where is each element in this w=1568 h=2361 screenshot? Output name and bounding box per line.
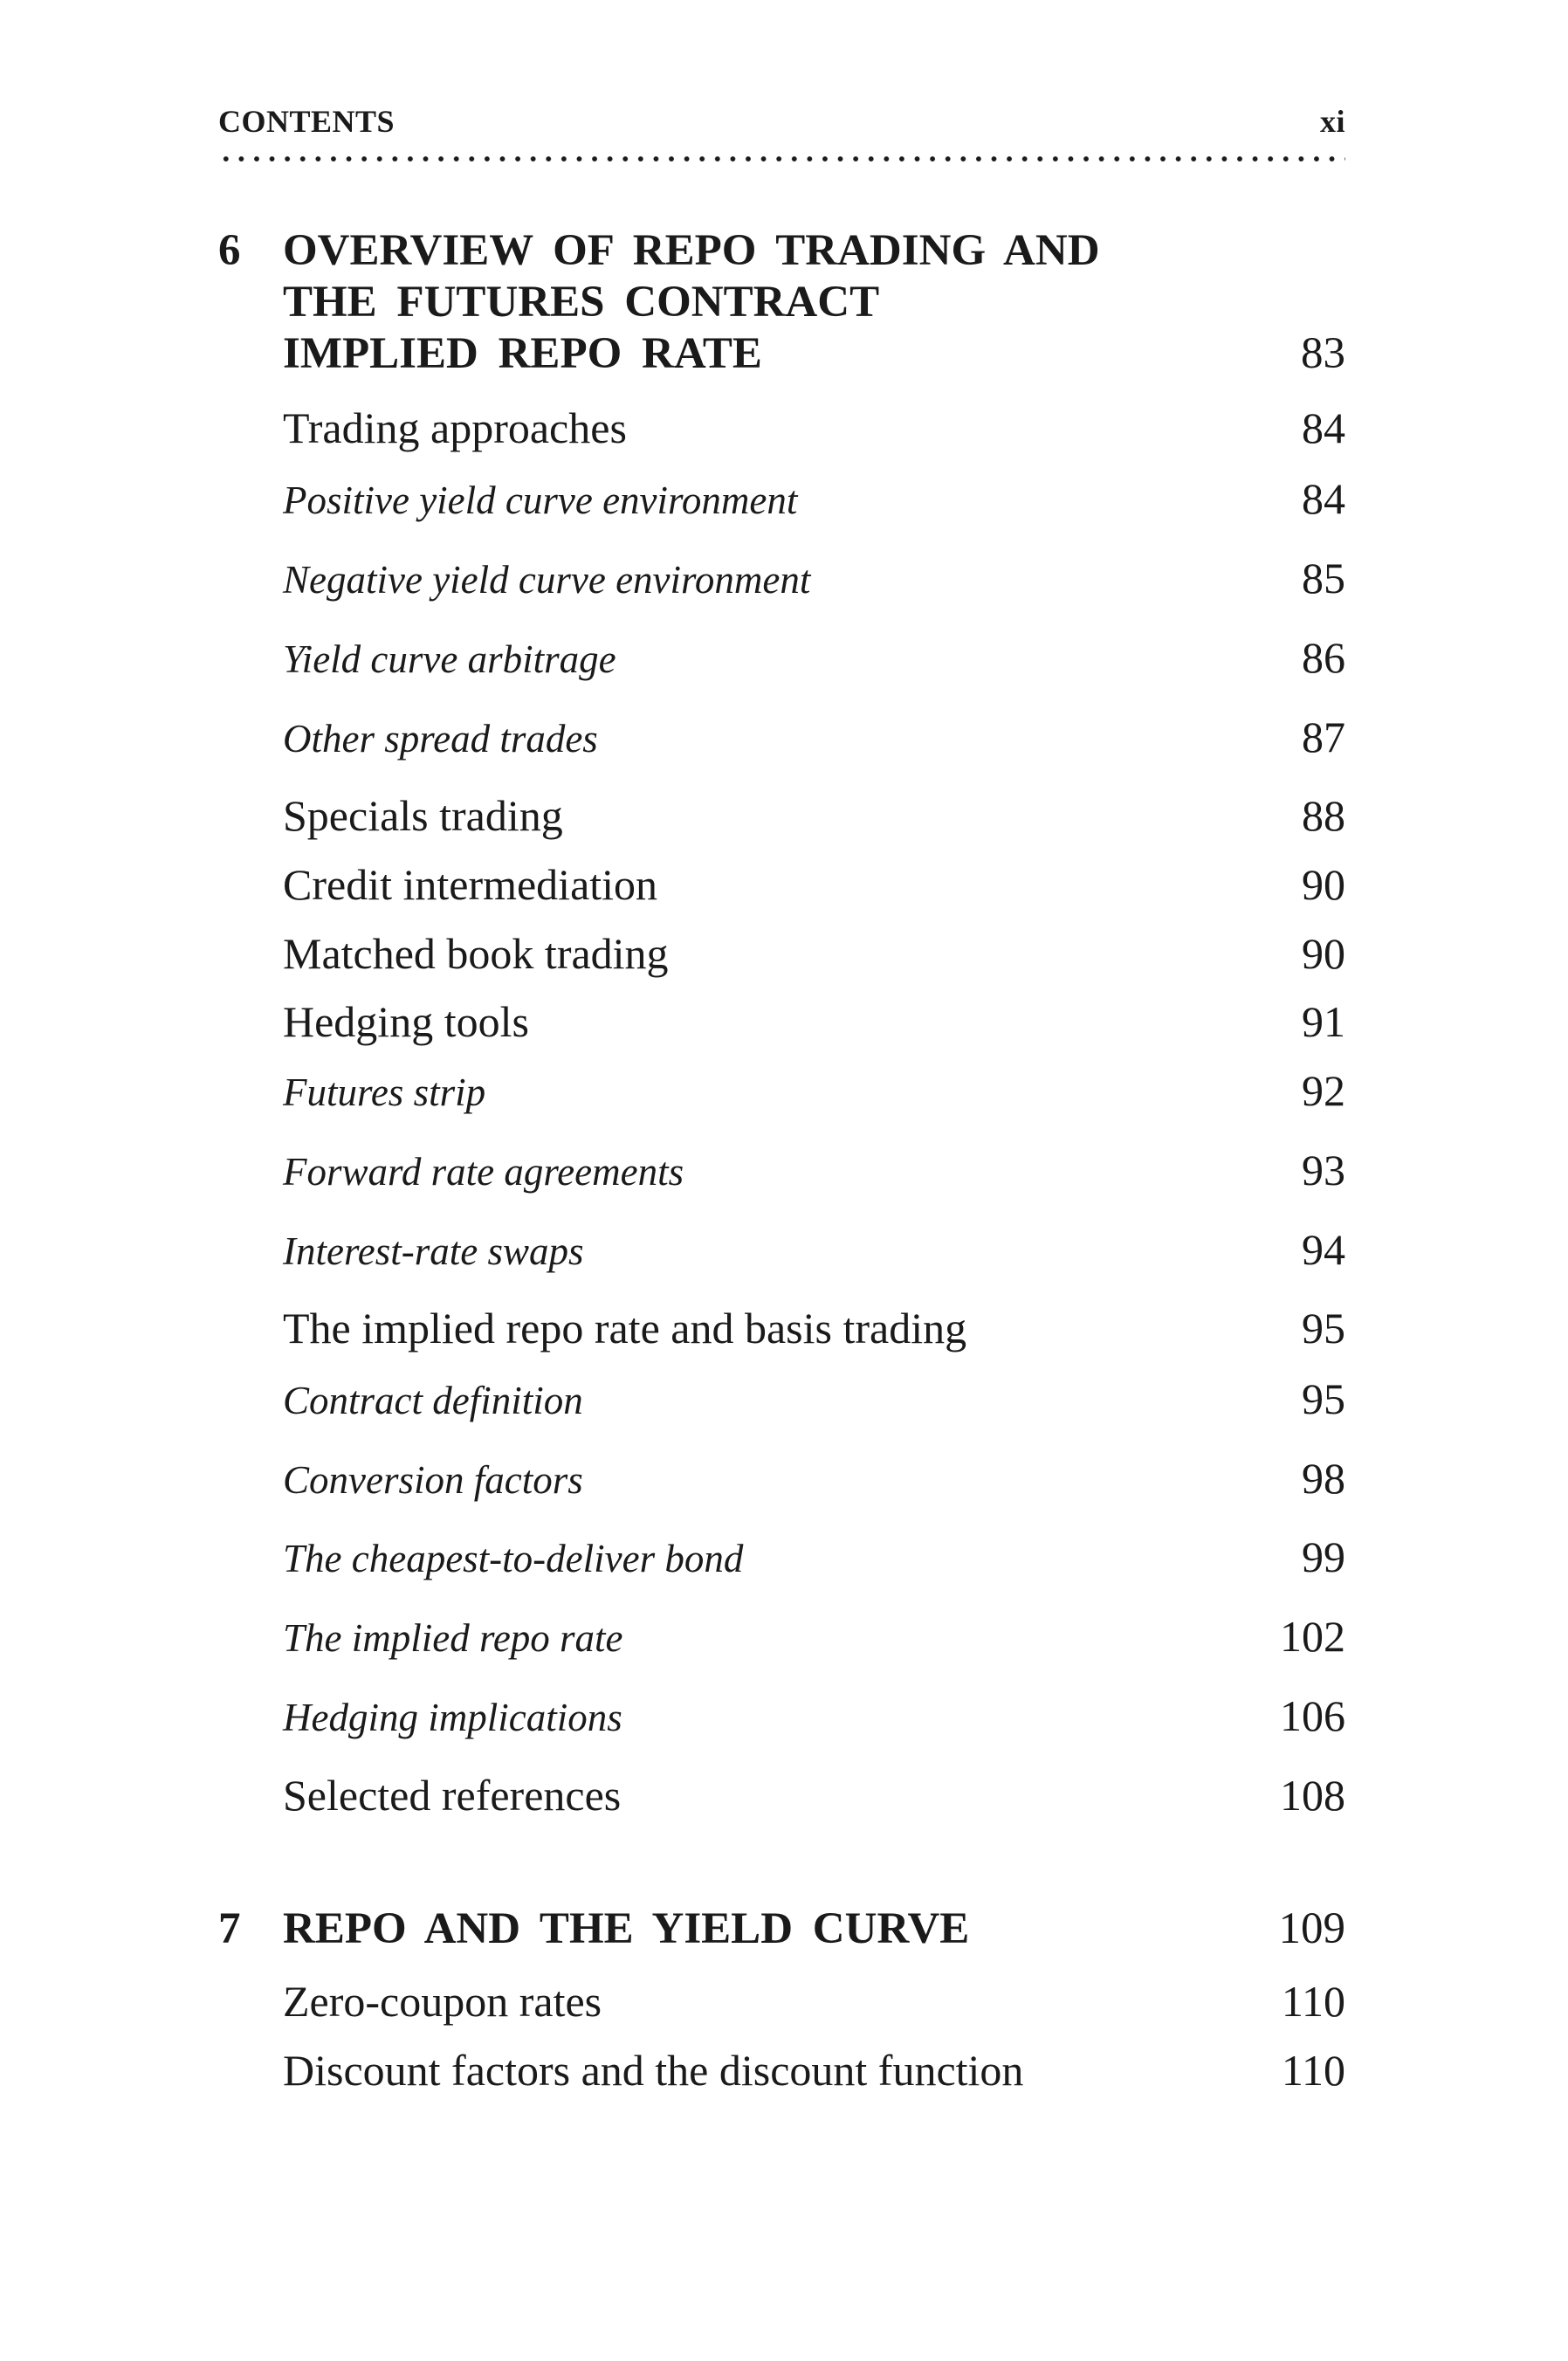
toc-subentry[interactable] (283, 474, 1345, 525)
entry-page: 108 (1280, 1771, 1345, 1820)
entry-page: 91 (1302, 997, 1345, 1046)
toc-subentry[interactable] (283, 1374, 1345, 1425)
chapter-number: 6 (218, 226, 241, 275)
entry-label: Trading approaches (283, 403, 627, 452)
entry-page: 102 (1280, 1612, 1345, 1661)
entry-label: Forward rate agreements (283, 1150, 684, 1194)
entry-page: 84 (1302, 403, 1345, 452)
toc-entry[interactable] (283, 789, 1345, 842)
toc-subentry[interactable] (283, 633, 1345, 684)
entry-label: Matched book trading (283, 929, 669, 978)
entry-page: 90 (1302, 860, 1345, 909)
entry-label: Hedging tools (283, 997, 529, 1046)
dotted-rule (218, 155, 1345, 162)
entry-label: Yield curve arbitrage (283, 637, 616, 681)
entry-label: Contract definition (283, 1379, 583, 1422)
toc-entry[interactable] (283, 995, 1345, 1048)
toc-subentry[interactable] (283, 1532, 1345, 1583)
entry-page: 99 (1302, 1532, 1345, 1581)
entry-label: The implied repo rate (283, 1616, 623, 1660)
toc-subentry[interactable] (283, 1225, 1345, 1276)
chapter-title-line: THE FUTURES CONTRACT (283, 278, 880, 327)
toc-subentry[interactable] (283, 1612, 1345, 1662)
entry-label: The cheapest-to-deliver bond (283, 1537, 744, 1580)
chapter-title (283, 1903, 1345, 1955)
chapter-heading (218, 1903, 1345, 1956)
toc-subentry[interactable] (283, 1691, 1345, 1742)
entry-label: Futures strip (283, 1070, 486, 1114)
entry-label: Positive yield curve environment (283, 478, 798, 522)
entry-page: 110 (1281, 1977, 1345, 2026)
toc-entry[interactable] (283, 1975, 1345, 2027)
chapter-title-line: IMPLIED REPO RATE (283, 329, 762, 378)
entry-page: 110 (1281, 2046, 1345, 2095)
entry-label: Conversion factors (283, 1458, 583, 1502)
entry-page: 86 (1302, 633, 1345, 682)
entry-label: Credit intermediation (283, 860, 658, 909)
entry-page: 106 (1280, 1691, 1345, 1740)
chapter-page-number: 83 (1301, 329, 1345, 378)
entry-label: Specials trading (283, 791, 563, 840)
chapter-title (283, 225, 1345, 380)
toc-subentry[interactable] (283, 1066, 1345, 1117)
entry-page: 93 (1302, 1146, 1345, 1194)
entry-page: 90 (1302, 929, 1345, 978)
entry-page: 95 (1302, 1304, 1345, 1353)
entry-page: 84 (1302, 474, 1345, 523)
toc-entry[interactable] (283, 1302, 1345, 1354)
entry-label: Zero-coupon rates (283, 1977, 602, 2026)
entry-page: 95 (1302, 1374, 1345, 1423)
chapter-title-line: OVERVIEW OF REPO TRADING AND (283, 226, 1100, 275)
running-head-title: CONTENTS (218, 104, 395, 139)
toc-entry[interactable] (283, 1769, 1345, 1821)
entry-page: 98 (1302, 1454, 1345, 1503)
entry-label: Negative yield curve environment (283, 558, 811, 602)
entry-page: 87 (1302, 712, 1345, 761)
entry-label: Selected references (283, 1771, 622, 1820)
toc-entry[interactable] (283, 2044, 1345, 2096)
running-head (218, 103, 1345, 141)
toc-entry[interactable] (283, 402, 1345, 454)
chapter-title-line: REPO AND THE YIELD CURVE (283, 1904, 970, 1953)
toc-entry[interactable] (283, 858, 1345, 911)
page-folio: xi (1319, 104, 1345, 139)
entry-label: Discount factors and the discount function (283, 2046, 1024, 2095)
toc-subentry[interactable] (283, 1454, 1345, 1504)
entry-page: 92 (1302, 1066, 1345, 1115)
entry-label: Other spread trades (283, 717, 598, 761)
chapter-heading (218, 225, 1345, 382)
chapter-page-number: 109 (1278, 1904, 1345, 1953)
entry-label: The implied repo rate and basis trading (283, 1304, 967, 1353)
toc-entry[interactable] (283, 927, 1345, 980)
chapter-number: 7 (218, 1904, 241, 1953)
entry-label: Interest-rate swaps (283, 1229, 584, 1273)
toc-subentry[interactable] (283, 554, 1345, 604)
toc-subentry[interactable] (283, 1146, 1345, 1196)
entry-label: Hedging implications (283, 1696, 622, 1739)
entry-page: 85 (1302, 554, 1345, 602)
entry-page: 88 (1302, 791, 1345, 840)
entry-page: 94 (1302, 1225, 1345, 1274)
toc-subentry[interactable] (283, 712, 1345, 763)
